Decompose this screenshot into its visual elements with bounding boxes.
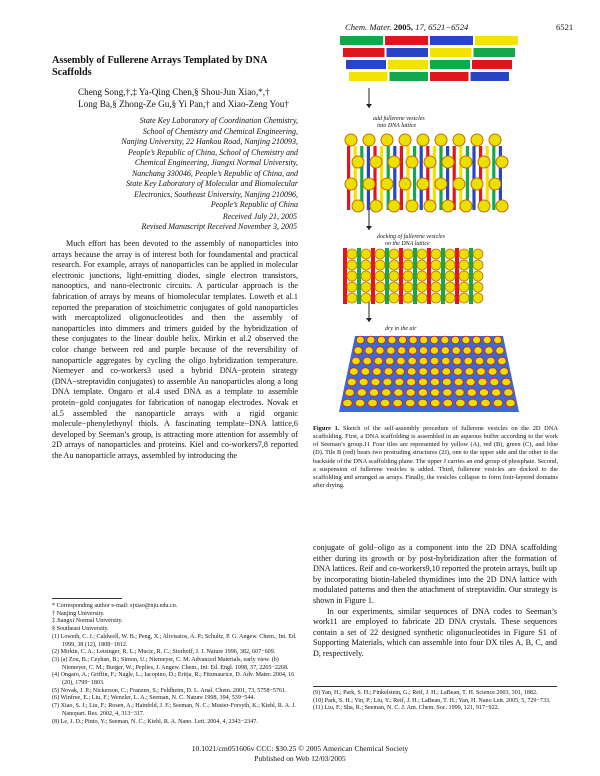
received-date: Received July 21, 2005 [222,212,297,221]
dried-domain [347,378,356,386]
docked-vesicle [431,271,441,281]
docked-vesicle [347,271,357,281]
dried-domain [343,399,353,407]
docked-vesicle [417,282,427,292]
dna-scaffold-tiles [340,36,518,81]
docked-vesicle-array [343,248,483,304]
page-number: 6521 [556,22,574,32]
step-label-docking: docking of fullerene vesicles [377,234,445,240]
body-paragraph: Much effort has been devoted to the assembly of nanoparticles into arrays because the array is of interest both for foundamental and practical research. For example, arrays of nanoparticles can be applied in molecular electronic junctions, light-emitting diodes, single electron transistors, nanooptics, and nano-electronic circuits. A particular approach is the fabrication of arrays by means of biomolecular templates. Loweth et al.1 reported the preparation of stoichimetric conjugates of gold nanoparticles with mercaptolized oligonucleotides and then the assembly of nanoparticles into dimmers and trimers guided by the hybridization of these conjugates to the linear double helix. Mirkin et al.2 observed the color change between red and purple because of the reversibility of nanoparticle aggregates by cycling the oligo hybridization temperature. Niemeyer and co-workers3 used a hybrid DNA−protein strategy (DNA−streptavidin conjugates) to assemble Au nanoparticles along a long DNA template. Ongaro et al.4 used DNA as a template to assemble protein−gold conjugates for fabrication of nanogap electrodes. Novak et al.5 assembled the nanoparticle arrays with a rigid organic molecule−phenylethynyl thiols. A fascinating template−DNA lattice,6 developed by Seeman’s group, is attracting more attention for assembly of 2D arrays of nanoparticles and proteins. Kiel and co-workers7,8 reported the Au nanoparticle arrays, assembled by introducing the [52,239,298,460]
fullerene-vesicle [417,134,429,146]
docked-vesicle [459,249,469,259]
docked-vesicle [473,293,483,303]
fullerene-vesicle [381,178,393,190]
dna-tile [471,72,510,81]
dried-domain [473,336,481,344]
manuscript-dates [100,212,297,231]
fullerene-vesicle [471,134,483,146]
dried-domain [393,399,403,407]
docked-vesicle [389,271,399,281]
reference: (10) Park, S. H.; Yin, P.; Liu, Y.; Reif, J. H.; LaBean, T. H.; Yan, H. Nano Lett. 2005, 5, 729−733. [313,697,551,704]
dried-vesicle-array [339,336,519,412]
dried-domain [502,378,511,386]
step-label-dry: dry in the air [385,326,417,332]
fullerene-vesicle [489,134,501,146]
body-text-left [52,239,298,461]
dried-domain [453,357,462,365]
affiliation-line: Nanjing University, 22 Hankou Road, Nanjing 210093, [121,137,298,147]
dried-domain [464,357,473,365]
footnote-rule [52,598,122,599]
affiliation-line: State Key Laboratory of Molecular and Biomolecular [126,179,298,189]
dried-domain [394,389,403,397]
fullerene-vesicle [424,200,436,212]
docked-vesicle [445,282,455,292]
fullerene-vesicle [442,156,454,168]
docked-vesicle [375,249,385,259]
dried-domain [418,389,427,397]
dried-domain [361,368,370,376]
docked-vesicle [473,282,483,292]
dried-domain [359,378,368,386]
journal-name: Chem. Mater. [345,22,392,32]
dried-domain [479,389,488,397]
dried-domain [398,347,406,355]
dried-domain [371,378,380,386]
journal-year: 2005, [393,22,414,32]
dried-domain [468,399,478,407]
dried-domain [356,336,364,344]
dried-domain [442,378,451,386]
arrow-head [366,104,372,108]
fullerene-vesicle [489,178,501,190]
dried-domain [387,347,395,355]
dried-domain [443,389,452,397]
docked-vesicle [375,260,385,270]
dried-domain [345,389,354,397]
dried-domain [442,357,451,365]
dried-domain [430,368,439,376]
caption-label: Figure 1. [313,425,340,432]
fullerene-vesicle [406,200,418,212]
body-text-right [313,543,557,660]
fullerene-vesicle [352,156,364,168]
dna-tile [346,60,386,69]
dried-domain [405,399,415,407]
fullerene-vesicle [460,156,472,168]
dna-tile [340,36,383,45]
fullerene-vesicle [471,178,483,190]
fullerene-vesicle [453,134,465,146]
dried-domain [494,336,502,344]
journal-pages: 6521−6524 [428,22,469,32]
dna-strand [469,248,473,304]
dried-domain [490,378,499,386]
footnote: † Nanjing University. [52,610,105,617]
dried-domain [357,389,366,397]
dna-strand [441,248,445,304]
dried-domain [376,347,384,355]
docked-vesicle [459,282,469,292]
docked-vesicle [403,282,413,292]
docked-vesicle [403,260,413,270]
dried-domain [506,399,516,407]
dried-domain [442,368,451,376]
dried-domain [485,347,493,355]
reference: (4) Ongaro, A.; Griffin, F.; Nagle, L.; Iacopino, D.; Eritja, R.; Fitzmaurice, D. Adv. Mater. 2004, 16 (20), 1799−1803. [52,672,295,687]
journal-volume: 17, [415,22,426,32]
dna-strand [399,248,403,304]
dried-domain [373,368,382,376]
docked-vesicle [403,249,413,259]
body-paragraph: In our experiments, similar sequences of DNA codes to Seeman’s work11 are employed to fabricate 2D DNA crystals. These sequences contain a set of 22 designed synthetic oligonucleotides in Figure S1 of Supporting Materials, which can assemble into four DX tiles A, B, C, and D, respectively. [313,606,557,658]
reference: (8) Le, J. D.; Pinto, Y.; Seeman, N. C.; Kiehl, R. A. Nano. Lett. 2004, 4, 2343−2347. [52,718,258,725]
footnote: ‡ Jiangxi Normal University. [52,618,123,625]
fullerene-vesicle [399,178,411,190]
dried-domain [420,336,428,344]
dried-domain [477,368,486,376]
dna-strand [357,248,361,304]
dried-domain [500,368,509,376]
dried-domain [365,347,373,355]
dried-domain [396,368,405,376]
footnote: § Southeast University. [52,626,109,633]
dried-domain [407,368,416,376]
fullerene-vesicle [352,200,364,212]
fullerene-vesicle [345,178,357,190]
docked-vesicle [459,293,469,303]
docked-vesicle [445,293,455,303]
dried-domain [406,389,415,397]
fullerene-vesicle [363,134,375,146]
fullerene-vesicle [496,156,508,168]
docked-vesicle [347,293,357,303]
dried-domain [355,399,365,407]
dried-domain [369,389,378,397]
fullerene-vesicle [370,200,382,212]
docked-vesicle [361,271,371,281]
article-title: Assembly of Fullerene Arrays Templated by DNA Scaffolds [52,55,267,79]
fullerene-vesicle [460,200,472,212]
dried-domain [498,357,507,365]
affiliation-line: Nanchang 330046, People’s Republic of China, and [131,168,298,178]
docked-vesicle [473,260,483,270]
dried-domain [493,399,503,407]
footnotes-left [52,603,298,726]
dna-strand [343,248,347,304]
docked-vesicle [431,249,441,259]
doi-copyright: 10.1021/cm051606v CCC: $30.25 © 2005 American Chemical Society [191,744,409,753]
dried-domain [441,347,449,355]
figure-1-graphic [333,34,525,420]
dna-tile [349,72,388,81]
dried-domain [443,399,453,407]
dna-tile [385,36,428,45]
footnotes-right [313,690,557,713]
dried-domain [430,389,439,397]
fullerene-vesicle [478,200,490,212]
dna-strand [380,146,383,210]
docked-vesicle [445,249,455,259]
fullerene-vesicle [363,178,375,190]
figure-caption [313,425,558,490]
dna-strand [385,248,389,304]
dried-domain [380,399,390,407]
dried-domain [352,357,361,365]
dried-domain [354,347,362,355]
journal-citation [345,22,468,32]
dna-tile [430,60,470,69]
dried-domain [363,357,372,365]
arrow-head [366,226,372,230]
affiliation-line: School of Chemistry and Chemical Engineering, [142,126,298,136]
dried-domain [462,336,470,344]
docked-vesicle [431,293,441,303]
dried-domain [419,378,428,386]
caption-text: Sketch of the self-assembly procedure of fullerene vesicles on the 2D DNA scaffolding. First, a DNA scaffolding is assembled in an aqueous buffer according to the work of Seeman’s group.11 Four tiles are represented by yellow (A), red (B), green (C), and blue (D). Tile B (red) bears two protruding structures (2J), one to the upper side and the other to the backside of the DNA scaffolding plane. The upper J carries an end group of phosphate. Second, a suspension of fullerene vesicles is added. Third, fullerene vesicles are docked to the scaffolding and arranged as arrays. Finally, the vesicles collapse to form four-layered domains after drying. [313,425,558,490]
reference: (11) Liu, F.; Sha, R.; Seeman, N. C. J. Am. Chem. Soc. 1999, 121, 917−922. [313,705,500,712]
dried-domain [430,357,439,365]
dried-domain [474,347,482,355]
dried-domain [486,357,495,365]
docked-vesicle [459,260,469,270]
dried-domain [407,378,416,386]
dried-domain [397,357,406,365]
dna-strand [413,248,417,304]
dried-domain [463,347,471,355]
fullerene-vesicle [496,200,508,212]
affiliation-line: Electronics, Southeast University, Nanjing 210096, [134,189,298,199]
author-list [78,87,300,110]
fullerene-vesicle [370,156,382,168]
reference: (1) Loweth, C. J.; Caldwell, W. B.; Peng, X.; Alivisatos, A. P.; Schultz, P. G. Angew. Chem., Int. Ed. 1999, 38 (12), 1808−1812. [52,633,297,648]
dried-domain [481,399,491,407]
dried-domain [368,399,378,407]
dna-strand [371,248,375,304]
dried-domain [385,357,394,365]
step-label-docking-2: on the DNA lattice [385,241,430,247]
fullerene-vesicle [442,200,454,212]
dna-strand [455,248,459,304]
dna-tile [343,48,385,57]
docked-vesicle [361,282,371,292]
fullerene-vesicle [453,178,465,190]
dna-tile [475,36,518,45]
docked-vesicle [459,271,469,281]
dna-strand [453,146,456,210]
step-label-add-vesicles-2: into DNA lattice [377,123,417,129]
docked-vesicle [375,282,385,292]
docked-vesicle [347,249,357,259]
dried-domain [441,336,449,344]
docked-vesicle [361,293,371,303]
docked-vesicle [417,249,427,259]
dried-domain [456,399,466,407]
dried-domain [349,368,358,376]
fullerene-vesicle [424,156,436,168]
dried-domain [430,347,438,355]
affiliations [62,116,298,211]
dried-domain [384,368,393,376]
fullerene-vesicle [345,134,357,146]
fullerene-vesicle [399,134,411,146]
dried-domain [431,399,441,407]
dried-domain [419,347,427,355]
docked-vesicle [473,249,483,259]
docked-vesicle [431,260,441,270]
reference: (3) (a) Zou, B.; Ceyhan, B.; Simon, U.; Niemeyer, C. M. Advanced Materials, early view. (b) Niemeyer, C. M.; Burger, W.; Peplies, J. Angew. Chem., Int. Ed. Engl. 1998, 37, 2265−2268. [52,656,289,671]
dried-domain [454,378,463,386]
fullerene-vesicle [478,156,490,168]
dna-tile [430,72,469,81]
author-line: Cheng Song,†,‡ Ya-Qing Chen,§ Shou-Jun Xiao,*,† [78,87,270,97]
footnote: * Corresponding author e-mail: sjxiao@nju.edu.cn. [52,603,178,609]
dried-domain [419,368,428,376]
dried-domain [395,378,404,386]
docked-vesicle [347,260,357,270]
dried-domain [419,357,428,365]
affiliation-line: People’s Republic of China, School of Chemistry and [127,147,298,157]
docked-vesicle [417,260,427,270]
docked-vesicle [473,271,483,281]
dried-domain [409,336,417,344]
dried-domain [383,378,392,386]
docked-vesicle [389,249,399,259]
dna-tile [472,60,512,69]
docked-vesicle [389,260,399,270]
docked-vesicle [431,282,441,292]
fullerene-vesicle [388,200,400,212]
dried-domain [488,368,497,376]
dna-tile [430,36,473,45]
dried-domain [382,389,391,397]
affiliation-line: Chemical Engineering, Jiangxi Normal University, [134,158,298,168]
dried-domain [483,336,491,344]
dna-lattice-with-vesicles [345,134,508,212]
affiliation-line: State Key Laboratory of Coordination Chemistry, [139,116,298,125]
dried-domain [455,389,464,397]
reference: (6) Winfree, E.; Liu, F.; Wenzler, L. A.; Seeman, N. C. Nature 1998, 394, 539−544. [52,695,255,702]
dried-domain [409,347,417,355]
body-paragraph: conjugate of gold−oligo as a component into the 2D DNA scaffolding either during its growth or by post-hybridization after the formation of DNA lattices. Reif and co-workers9,10 reported the protein arrays, built up by incorporating biotin-labeled thymidines into the 2D DNA lattice with modulated patterns and then the attachment of streptavidin. Our strategy is shown in Figure 1. [313,543,557,605]
dried-domain [418,399,428,407]
fullerene-vesicle [435,134,447,146]
dna-tile [430,48,472,57]
step-label-add-vesicles: add fullerene vesicles [373,116,425,122]
reference: (9) Yan, H.; Park, S. H.; Finkelstein, G.; Reif, J. H.; LaBean, T. H. Science 2003, 301, 1882. [313,690,538,696]
fullerene-vesicle [381,134,393,146]
dna-tile [474,48,516,57]
docked-vesicle [389,293,399,303]
dried-domain [465,368,474,376]
dried-domain [451,336,459,344]
reference: (7) Xiao, S. J.; Liu, F.; Rosen, A.; Hainfeld, J. F.; Seeman, N. C.; Musier-Forsyth, K.; Kiehl, R. A. J. Nanopart. Res. 2002, 4, 313−317. [52,703,297,717]
docked-vesicle [445,271,455,281]
fullerene-vesicle [406,156,418,168]
dried-domain [467,389,476,397]
dna-strand [427,248,431,304]
fullerene-vesicle [435,178,447,190]
docked-vesicle [361,249,371,259]
dried-domain [478,378,487,386]
reference: (5) Novak, J. P.; Nickerson, C.; Franzen, S.; Feldheim, D. L. Anal. Chem. 2001, 73, 5758−5761. [52,687,287,694]
docked-vesicle [375,271,385,281]
docked-vesicle [403,293,413,303]
fullerene-vesicle [388,156,400,168]
dried-domain [430,336,438,344]
publication-date: Published on Web 12/03/2005 [254,753,346,763]
fullerene-vesicle [417,178,429,190]
dried-domain [504,389,513,397]
author-line: Long Ba,§ Zhong-Ze Gu,§ Yi Pan,† and Xiao-Zeng You† [78,98,289,109]
dried-domain [496,347,504,355]
docked-vesicle [347,282,357,292]
reference: (2) Mirkin, C. A.; Letsinger, R. L.; Mucic, R. C.; Storhoff, J. J. Nature 1996, 382, 607−609. [52,649,276,656]
dried-domain [454,368,463,376]
dried-domain [466,378,475,386]
page-footer [0,744,600,763]
dna-tile [390,72,429,81]
dna-tile [387,48,429,57]
revised-date: Revised Manuscript Received November 3, 2005 [141,221,297,231]
dried-domain [492,389,501,397]
footnote-rule-right [313,686,557,687]
dried-domain [388,336,396,344]
dried-domain [374,357,383,365]
dna-tile [388,60,428,69]
dried-domain [399,336,407,344]
docked-vesicle [417,293,427,303]
dried-domain [430,378,439,386]
docked-vesicle [389,282,399,292]
affiliation-line: People’s Republic of China [210,200,298,210]
dried-domain [408,357,417,365]
dried-domain [452,347,460,355]
docked-vesicle [445,260,455,270]
arrow-head [366,318,372,322]
docked-vesicle [375,293,385,303]
docked-vesicle [417,271,427,281]
docked-vesicle [403,271,413,281]
docked-vesicle [361,260,371,270]
dried-domain [475,357,484,365]
dried-domain [367,336,375,344]
dried-domain [377,336,385,344]
